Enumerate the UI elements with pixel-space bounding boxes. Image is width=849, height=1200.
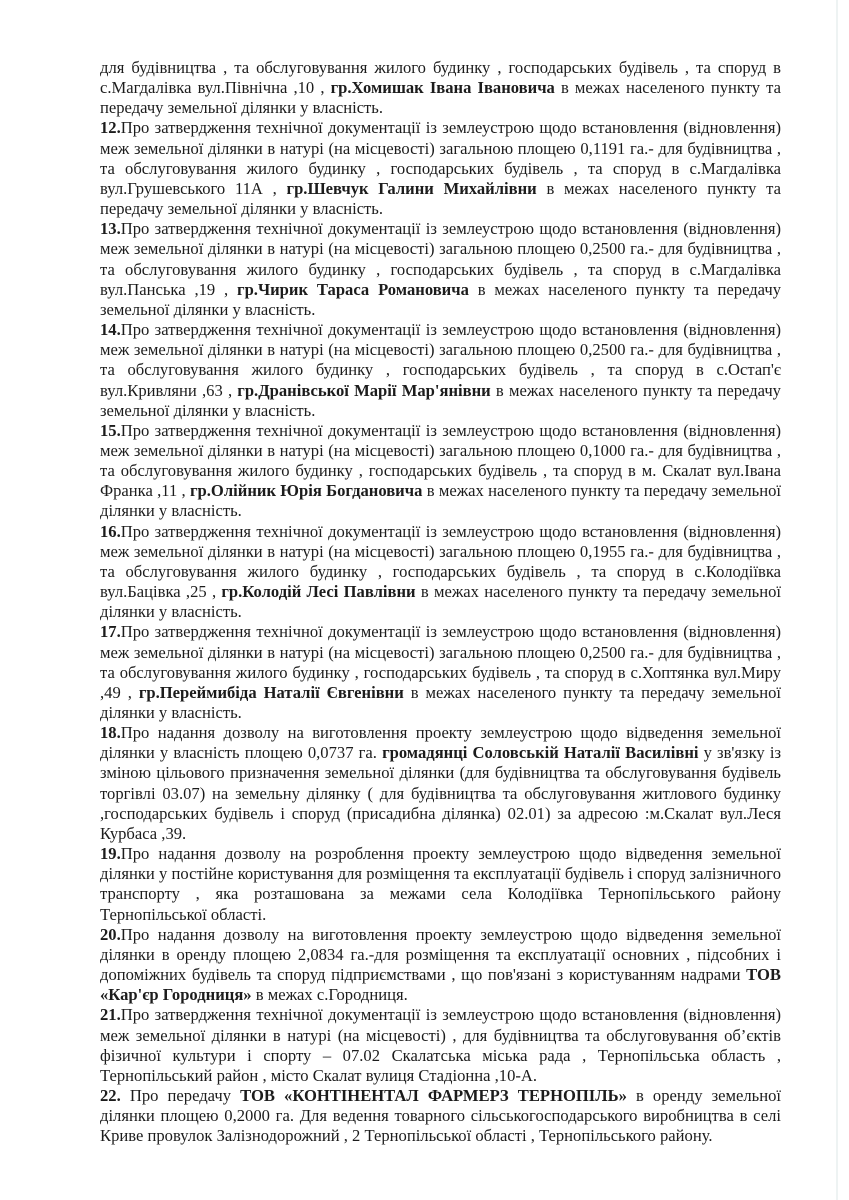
bold-entity-name: гр.Олійник Юрія Богдановича [190, 481, 423, 501]
paragraph-item-19 [100, 844, 781, 925]
paragraph-text: в межах населеного пункту та передачу земельної ділянки у власність. [100, 481, 781, 521]
item-number: 16. [100, 521, 121, 541]
paragraph-text: в межах населеного пункту та передачу земельної ділянки у власність. [100, 582, 781, 622]
scan-edge [836, 0, 838, 1200]
item-number: 15. [100, 420, 121, 440]
paragraph-text: Про надання дозволу на виготовлення проекту землеустрою щодо відведення земельної ділянки у власність площею 0,0737 га. [100, 723, 781, 763]
bold-entity-name: гр.Переймибіда Наталії Євгенівни [138, 682, 404, 702]
paragraph-item-14 [100, 320, 781, 421]
bold-entity-name: гр.Дранівської Марії Мар'янівни [237, 380, 491, 400]
paragraph-item-continuation [100, 58, 781, 118]
paragraph-text: в межах населеного пункту та передачу земельної ділянки у власність. [100, 380, 781, 420]
paragraph-text: Про передачу [120, 1085, 241, 1105]
paragraph-text: в межах населеного пункту та передачу земельної ділянки у власність. [100, 279, 782, 319]
item-number: 13. [100, 219, 121, 239]
paragraph-text: в межах населеного пункту та передачу земельної ділянки у власність. [100, 178, 781, 219]
paragraph-text: Про затвердження технічної документації із землеустрою щодо встановлення (відновлення) меж земельної ділянки в натурі (на місцевості) загальною площею 0,1000 га.- для будівництва , та обслуговування жилого будинку , господарських будівель , та споруд в м. Скалат вул.Івана Франка ,11 , [100, 420, 781, 501]
paragraph-item-18 [100, 723, 781, 844]
paragraph-text: Про надання дозволу на виготовлення проекту землеустрою щодо відведення земельної ділянки в оренду площею 2,0834 га.-для розміщення та експлуатації основних , підсобних і допоміжних будівель та споруд підприємствами , що пов'язані з користуванням надрами [100, 924, 781, 985]
paragraph-text: Про затвердження технічної документації із землеустрою щодо встановлення (відновлення) меж земельної ділянки в натурі (на місцевості) , для будівництва та обслуговування об’єктів фізичної культури і спорту – 07.02 Скалатська міська рада , Тернопільська область , Тернопільський район , місто Скалат вулиця Стадіонна ,10-А. [100, 1005, 781, 1085]
item-number: 19. [100, 844, 121, 864]
paragraph-item-16 [100, 522, 781, 623]
bold-entity-name: громадянці Соловській Наталії Василівні [382, 743, 699, 763]
item-number: 12. [100, 118, 121, 138]
item-number: 14. [100, 320, 121, 340]
paragraph-text: Про затвердження технічної документації із землеустрою щодо встановлення (відновлення) меж земельної ділянки в натурі (на місцевості) загальною площею 0,2500 га.- для будівництва , та обслуговування жилого будинку , господарських будівель , та споруд в с.Хоптянка вул.Миру ,49 , [100, 622, 781, 702]
paragraph-text: Про надання дозволу на розроблення проекту землеустрою щодо відведення земельної ділянки у постійне користування для розміщення та експлуатації будівель і споруд залізничного транспорту , яка розташована за межами села Колодіївка Тернопільського району Тернопільської області. [100, 844, 781, 924]
paragraph-item-15 [100, 421, 781, 522]
paragraph-text: Про затвердження технічної документації із землеустрою щодо встановлення (відновлення) меж земельної ділянки в натурі (на місцевості) загальною площею 0,1191 га.- для будівництва , та обслуговування жилого будинку , господарських будівель , та споруд в с.Магдалівка вул.Грушевського 11А , [100, 118, 781, 198]
bold-entity-name: гр.Чирик Тараса Романовича [237, 279, 469, 299]
paragraph-item-21 [100, 1005, 781, 1086]
paragraph-text: Про затвердження технічної документації із землеустрою щодо встановлення (відновлення) меж земельної ділянки в натурі (на місцевості) загальною площею 0,2500 га.- для будівництва , та обслуговування жилого будинку , господарських будівель , та споруд в с.Магдалівка вул.Панська ,19 , [100, 219, 781, 299]
paragraph-item-12 [100, 118, 781, 219]
item-number: 18. [100, 723, 121, 743]
paragraph-text: в межах населеного пункту та передачу земельної ділянки у власність. [100, 78, 782, 118]
bold-entity-name: ТОВ «Кар'єр Городниця» [100, 965, 781, 1005]
paragraph-text: Про затвердження технічної документації із землеустрою щодо встановлення (відновлення) меж земельної ділянки в натурі (на місцевості) загальною площею 0,2500 га.- для будівництва , та обслуговування жилого будинку , господарських будівель , та споруд в с.Остап'є вул.Кривляни ,63 , [100, 320, 781, 400]
item-number: 20. [100, 924, 121, 944]
paragraph-item-20 [100, 925, 781, 1006]
bold-entity-name: гр.Шевчук Галини Михайлівни [286, 178, 537, 198]
document-page [100, 58, 781, 1146]
item-number: 17. [100, 622, 121, 642]
paragraph-item-17 [100, 622, 781, 723]
paragraph-text: в межах населеного пункту та передачу земельної ділянки у власність. [100, 682, 781, 722]
paragraph-text: у зв'язку із зміною цільового призначення земельної ділянки (для будівництва та обслуговування будівель торгівлі 03.07) на земельну ділянку ( для будівництва та обслуговування житлового будинку ,господарських будівель і споруд (присадибна ділянка) 02.01) за адресою :м.Скалат вул.Леся Курбаса ,39. [100, 743, 782, 843]
item-number: 21. [100, 1005, 121, 1025]
bold-entity-name: гр.Хомишак Івана Івановича [330, 78, 555, 98]
paragraph-text: в оренду земельної ділянки площею 0,2000 га. Для ведення товарного сільськогосподарського виробництва в селі Криве провулок Залізнодорожний , 2 Тернопільської області , Тернопільського району. [100, 1085, 782, 1146]
paragraph-text: для будівництва , та обслуговування жилого будинку , господарських будівель , та споруд в с.Магдалівка вул.Північна ,10 , [100, 58, 781, 98]
paragraph-item-22 [100, 1086, 781, 1146]
paragraph-text: Про затвердження технічної документації із землеустрою щодо встановлення (відновлення) меж земельної ділянки в натурі (на місцевості) загальною площею 0,1955 га.- для будівництва , та обслуговування жилого будинку , господарських будівель , та споруд в с.Колодіївка вул.Бацівка ,25 , [100, 521, 781, 602]
paragraph-item-13 [100, 219, 781, 320]
bold-entity-name: гр.Колодій Лесі Павлівни [221, 582, 416, 602]
item-number: 22. [100, 1085, 121, 1105]
bold-entity-name: ТОВ «КОНТІНЕНТАЛ ФАРМЕРЗ ТЕРНОПІЛЬ» [240, 1085, 627, 1105]
paragraph-text: в межах с.Городниця. [251, 985, 408, 1005]
